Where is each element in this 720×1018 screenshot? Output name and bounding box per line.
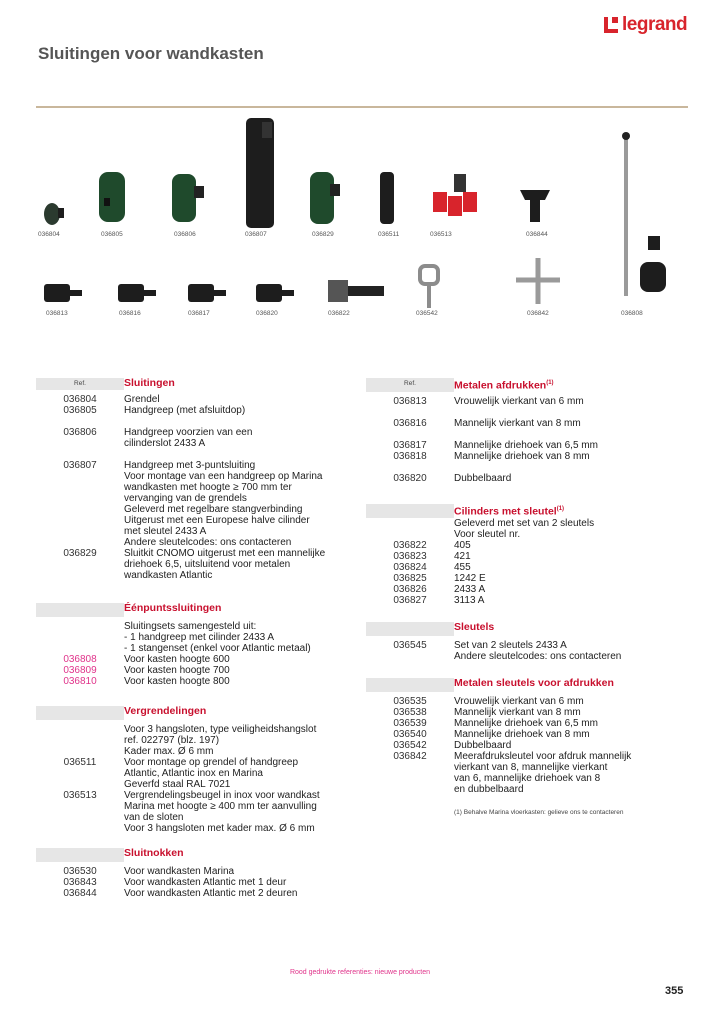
- product-label: 036816: [119, 310, 141, 317]
- section-header-sluitnokken: [36, 848, 326, 862]
- ref-cell: 036513: [63, 790, 97, 801]
- product-label: 036806: [174, 231, 196, 238]
- desc-cell: 1242 E: [454, 572, 486, 584]
- desc-cell: 3113 A: [454, 594, 485, 606]
- desc-cell: Vrouwelijk vierkant van 6 mm: [454, 395, 584, 407]
- ref-cell: 036809: [63, 665, 97, 676]
- table-row: [366, 740, 688, 751]
- desc-cell: Grendel: [124, 394, 160, 405]
- ref-cell: 036804: [63, 394, 97, 405]
- desc-cell: Sluitkit CNOMO uitgerust met een mannelijke driehoek 6,5, uitsluitend voor metalen wandkasten Atlantic: [124, 548, 326, 581]
- desc-cell: Dubbelbaard: [454, 739, 512, 751]
- ref-cell: 036530: [63, 866, 97, 877]
- section-header-vergrendelingen: [36, 706, 326, 720]
- ref-cell: 036535: [393, 695, 427, 707]
- table-row: [366, 573, 688, 584]
- table-row: [36, 757, 326, 790]
- table-row: [366, 595, 688, 606]
- ref-cell: 036805: [63, 405, 97, 416]
- product-image-036816: [118, 284, 156, 302]
- section-title: Cilinders met sleutel$^{(1)}$: [454, 505, 565, 517]
- product-label: 036813: [46, 310, 68, 317]
- desc-cell: Mannelijke driehoek van 6,5 mm: [454, 439, 598, 451]
- section-intro: Geleverd met set van 2 sleutels Voor sleutel nr.: [454, 517, 595, 540]
- section-header-sluitingen: [36, 378, 326, 390]
- section-title: Metalen sleutels voor afdrukken: [454, 676, 614, 689]
- product-image-036829: [310, 172, 340, 224]
- product-label: 036822: [328, 310, 350, 317]
- brand-name: legrand: [622, 14, 688, 35]
- product-image-036807: [246, 118, 274, 228]
- desc-cell: Voor wandkasten Marina: [124, 866, 235, 877]
- right-column: [366, 378, 688, 818]
- table-row: [36, 790, 326, 834]
- ref-cell: 036542: [393, 739, 427, 751]
- page-number: 355: [665, 985, 684, 997]
- product-image-036806: [172, 174, 204, 222]
- desc-cell: Mannelijke driehoek van 8 mm: [454, 728, 590, 740]
- section-header-sleutels: [366, 622, 688, 636]
- ref-cell: 036843: [63, 877, 97, 888]
- ref-cell: 036540: [393, 728, 427, 740]
- ref-cell: 036817: [393, 439, 427, 451]
- ref-cell: 036807: [63, 460, 97, 471]
- desc-cell: Voor kasten hoogte 700: [124, 665, 230, 676]
- ref-cell: 036545: [393, 639, 427, 651]
- product-illustrations: [0, 110, 720, 340]
- section-title: Metalen afdrukken$^{(1)}$: [454, 379, 554, 392]
- new-products-note: Rood gedrukte referenties: nieuwe producten: [289, 969, 431, 976]
- product-image-036844: [520, 190, 550, 222]
- table-row: [366, 640, 688, 651]
- table-row: [36, 676, 326, 687]
- table-row: [366, 451, 688, 462]
- table-row: [36, 460, 326, 548]
- section-title: Sluitingen: [124, 377, 175, 389]
- table-row: [36, 394, 326, 405]
- ref-cell: 036813: [393, 395, 427, 407]
- title-divider: [36, 106, 688, 108]
- product-label: 036804: [38, 231, 60, 238]
- ref-cell: 036827: [393, 594, 427, 606]
- table-row: [366, 418, 688, 429]
- ref-cell: 036824: [393, 561, 427, 573]
- section-title: Vergrendelingen: [124, 705, 207, 717]
- table-row: [366, 696, 688, 707]
- desc-cell: Voor montage op grendel of handgreep Atlantic, Atlantic inox en Marina Geverfd staal RAL 7021: [124, 757, 299, 790]
- product-label: 036829: [312, 231, 334, 238]
- product-image-036842: [516, 258, 560, 304]
- product-image-036804: [44, 203, 64, 225]
- footnote: (1) Behalve Marina vloerkasten: gelieve ons te contacteren: [454, 808, 624, 816]
- ref-cell: 036820: [393, 472, 427, 484]
- product-image-036817: [188, 284, 226, 302]
- desc-cell: Voor 3 hangsloten, type veiligheidshangslot ref. 022797 (blz. 197) Kader max. Ø 6 mm: [124, 724, 317, 757]
- product-image-036820: [256, 284, 294, 302]
- desc-cell: Mannelijke driehoek van 6,5 mm: [454, 717, 598, 729]
- section-header-metalen-sleutels: [366, 678, 688, 692]
- section-header-eenpunts: [36, 603, 326, 617]
- left-column: [36, 378, 326, 899]
- section-title: Sleutels: [454, 620, 495, 633]
- desc-cell: Mannelijk vierkant van 8 mm: [454, 706, 581, 718]
- desc-cell: Set van 2 sleutels 2433 A: [454, 639, 567, 651]
- section-header-afdrukken: [366, 378, 688, 392]
- table-row: [36, 427, 326, 449]
- product-image-036808: [622, 132, 666, 296]
- section-title: Éénpuntssluitingen: [124, 602, 222, 614]
- product-image-036813: [44, 284, 82, 302]
- ref-cell: 036816: [393, 417, 427, 429]
- ref-cell: 036511: [63, 757, 97, 768]
- table-row: [36, 866, 326, 877]
- product-image-036822: [328, 280, 384, 302]
- desc-cell: Meerafdruksleutel voor afdruk mannelijk vierkant van 8, mannelijke vierkant van 6, mannelijke driehoek van 8 en dubbelbaard: [454, 750, 632, 795]
- ref-cell: 036822: [393, 539, 427, 551]
- desc-cell: Mannelijke driehoek van 8 mm: [454, 450, 590, 462]
- desc-cell: 405: [454, 539, 471, 551]
- product-label: 036513: [430, 231, 452, 238]
- table-row: [366, 751, 688, 795]
- ref-cell: 036825: [393, 572, 427, 584]
- ref-cell: 036806: [63, 427, 97, 438]
- desc-cell: Handgreep met 3-puntsluiting Voor montage van een handgreep op Marina wandkasten met hoogte ≥ 700 mm ter vervanging van de grendels Geleverd met regelbare stangverbinding Uitgerust met een Europese halve cilinder met sleutel 2433 A Andere sleutelcodes: ons contacteren: [124, 460, 323, 548]
- desc-cell: Andere sleutelcodes: ons contacteren: [454, 650, 622, 662]
- table-row: [366, 440, 688, 451]
- ref-cell: 036818: [393, 450, 427, 462]
- table-row: [366, 651, 688, 662]
- page-title: Sluitingen voor wandkasten: [38, 44, 264, 63]
- ref-cell: 036826: [393, 583, 427, 595]
- ref-cell: 036842: [393, 750, 427, 762]
- product-label: 036807: [245, 231, 267, 238]
- desc-cell: Dubbelbaard: [454, 472, 512, 484]
- ref-cell: 036810: [63, 676, 97, 687]
- table-row: [366, 551, 688, 562]
- product-label: 036820: [256, 310, 278, 317]
- table-row: [36, 548, 326, 581]
- product-label: 036511: [378, 231, 400, 238]
- table-row: [366, 540, 688, 551]
- table-row: [36, 888, 326, 899]
- section-title: Sluitnokken: [124, 847, 184, 859]
- ref-cell: 036808: [63, 654, 97, 665]
- desc-cell: Handgreep voorzien van een cilinderslot 2433 A: [124, 427, 253, 449]
- desc-cell: Voor wandkasten Atlantic met 1 deur: [124, 877, 287, 888]
- ref-cell: 036829: [63, 548, 97, 559]
- section-intro: Sluitingsets samengesteld uit: - 1 handgreep met cilinder 2433 A - 1 stangenset (enkel voor Atlantic metaal): [124, 621, 311, 654]
- table-row: [36, 654, 326, 665]
- product-label: 036842: [527, 310, 549, 317]
- section-header-cilinders: [366, 504, 688, 518]
- desc-cell: 2433 A: [454, 583, 486, 595]
- desc-cell: Voor kasten hoogte 800: [124, 676, 230, 687]
- product-label: 036542: [416, 310, 438, 317]
- product-label: 036844: [526, 231, 548, 238]
- desc-cell: Vergrendelingsbeugel in inox voor wandkast Marina met hoogte ≥ 400 mm ter aanvulling van de sloten Voor 3 hangsloten met kader max. Ø 6 mm: [124, 790, 320, 834]
- desc-cell: Voor kasten hoogte 600: [124, 654, 230, 665]
- table-row: [36, 665, 326, 676]
- desc-cell: 421: [454, 550, 471, 562]
- desc-cell: 455: [454, 561, 471, 573]
- ref-header: Ref.: [366, 378, 454, 392]
- ref-cell: 036823: [393, 550, 427, 562]
- product-gallery: [0, 110, 720, 340]
- legrand-logo: [604, 14, 687, 36]
- product-label: 036808: [621, 310, 643, 317]
- table-row: [36, 405, 326, 416]
- table-row: [36, 724, 326, 757]
- table-row: [366, 584, 688, 595]
- product-image-036805: [99, 172, 125, 222]
- ref-cell: 036538: [393, 706, 427, 718]
- ref-header: Ref.: [36, 378, 124, 390]
- desc-cell: Voor wandkasten Atlantic met 2 deuren: [124, 888, 298, 899]
- ref-cell: 036539: [393, 717, 427, 729]
- ref-cell: 036844: [63, 888, 97, 899]
- desc-cell: Vrouwelijk vierkant van 6 mm: [454, 695, 584, 707]
- table-row: [366, 729, 688, 740]
- table-row: [366, 396, 688, 407]
- table-row: [366, 562, 688, 573]
- product-label: 036805: [101, 231, 123, 238]
- desc-cell: Mannelijk vierkant van 8 mm: [454, 417, 581, 429]
- product-image-036513: [433, 174, 477, 216]
- table-row: [36, 877, 326, 888]
- product-image-036542: [420, 266, 438, 308]
- table-row: [366, 473, 688, 484]
- table-row: [366, 718, 688, 729]
- desc-cell: Handgreep (met afsluitdop): [124, 405, 246, 416]
- table-row: [366, 707, 688, 718]
- product-image-036511: [380, 172, 394, 224]
- product-label: 036817: [188, 310, 210, 317]
- legrand-logo-mark: [604, 17, 618, 33]
